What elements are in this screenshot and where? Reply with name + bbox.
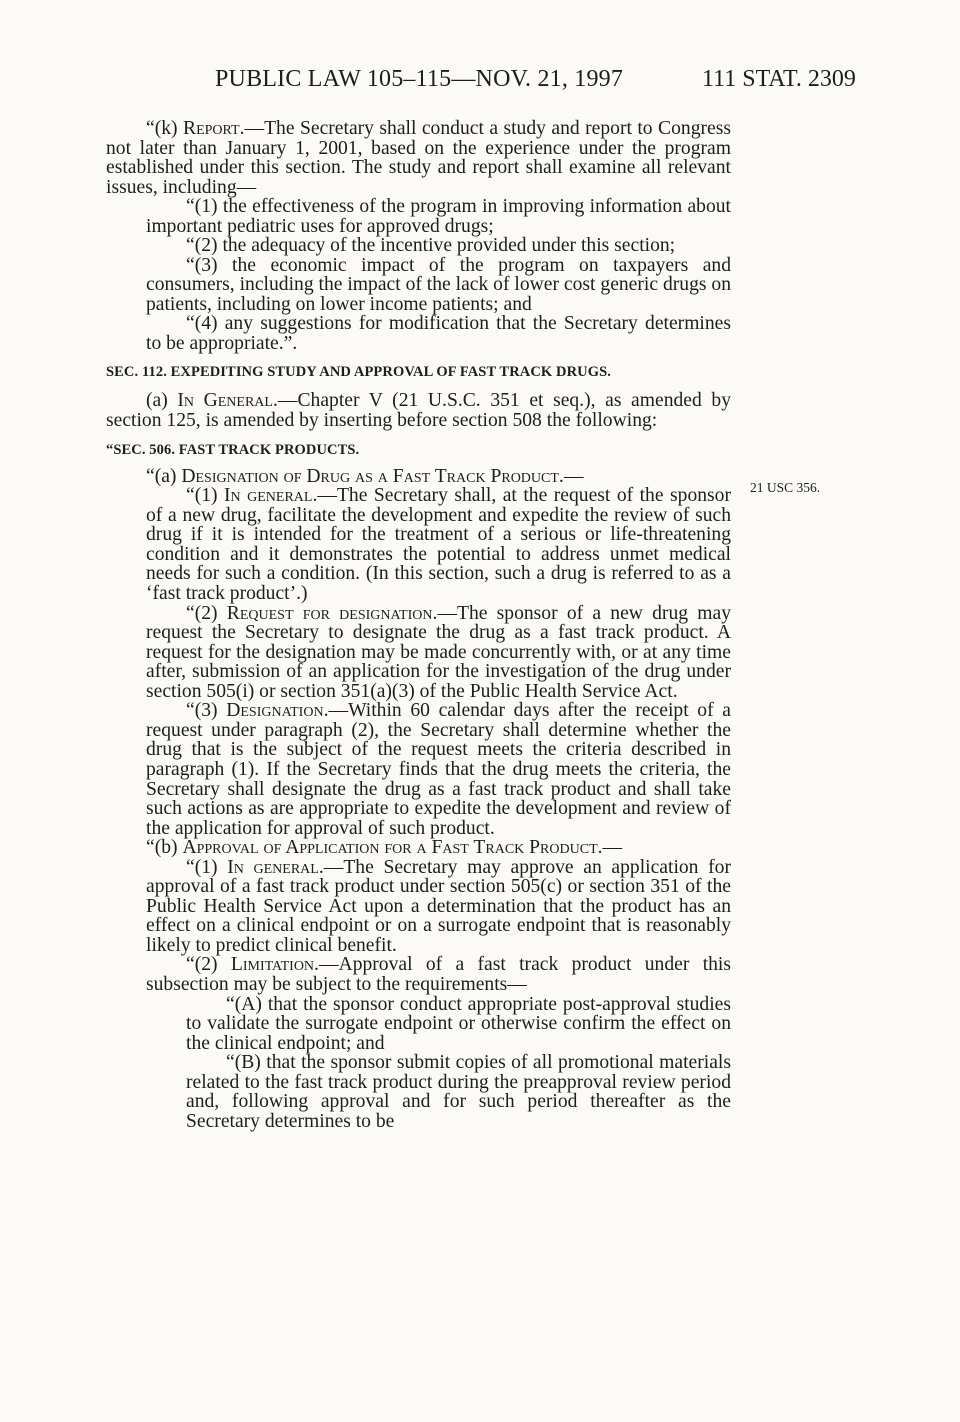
paragraph-506b2A: “(A) that the sponsor conduct appropriate post-approval studies to validate the surrogate endpoint or otherwise confirm the effect on the clinical endpoint; and <box>186 993 731 1054</box>
text: .—The Secretary shall conduct a study and report to Congress not later than January 1, 2001, based on the experience under the program established under this section. The study and report shall examine all relevant issues, including— <box>106 118 731 198</box>
paragraph-506b2 <box>106 955 731 994</box>
label: (a) <box>146 390 178 412</box>
paragraph-k4: “(4) any suggestions for modification that the Secretary determines to be appropriate.”. <box>146 313 731 355</box>
paragraph-506a2 <box>106 604 731 702</box>
heading: Designation <box>226 700 324 722</box>
label: “(k) <box>146 118 183 139</box>
paragraph-506b <box>106 838 731 858</box>
text: .—Chapter V (21 U.S.C. 351 et seq.), as amended by section 125, is amended by inserting before section 508 the following: <box>106 390 731 431</box>
label: “(1) <box>186 485 225 507</box>
label: “(3) <box>186 700 227 722</box>
paragraph-506b2B: “(B) that the sponsor submit copies of all promotional materials related to the fast track product during the preapproval review period and, following approval and for such period thereafter as the Secretary determines to be <box>186 1052 731 1132</box>
statute-page-number: 111 STAT. 2309 <box>702 66 856 92</box>
label: “(2) <box>186 602 227 624</box>
label: “(2) <box>186 954 231 976</box>
running-header-title: PUBLIC LAW 105–115—NOV. 21, 1997 <box>215 66 624 92</box>
body-text <box>106 119 731 1131</box>
text: .—The Secretary may approve an application for approval of a fast track product under section 505(c) or section 351 of the Public Health Service Act upon a determination that the product has an effect on a clinical endpoint or on a surrogate endpoint that is reasonably likely to predict clinical benefit. <box>146 856 731 956</box>
paragraph-k <box>106 119 731 197</box>
paragraph-k1: “(1) the effectiveness of the program in improving information about important pediatric uses for approved drugs; <box>146 196 731 237</box>
marginal-note: 21 USC 356. <box>750 480 821 495</box>
text: .—The sponsor of a new drug may request the Secretary to designate the drug as a fast track product. A request for the designation may be made concurrently with, or at any time after, submission of an application for the investigation of the drug under section 505(i) or section 351(a)(3) of the Public Health Service Act. <box>146 602 731 702</box>
paragraph-112a <box>106 391 731 430</box>
label: “(b) <box>146 837 183 859</box>
text: .— <box>558 465 584 487</box>
paragraph-k2: “(2) the adequacy of the incentive provided under this section; <box>186 235 676 257</box>
heading: Designation of Drug as a Fast Track Product <box>181 465 559 487</box>
text: .—The Secretary shall, at the request of the sponsor of a new drug, facilitate the development and expedite the review of such drug if it is intended for the treatment of a serious or life-threatening condition and it demonstrates the potential to address unmet medical needs for such a condition. (In this section, such a drug is referred to as a ‘fast track product’.) <box>146 485 731 605</box>
text: .— <box>597 837 623 859</box>
paragraph-k3: “(3) the economic impact of the program on taxpayers and consumers, including the impact of the lack of lower cost generic drugs on patients, including on lower income patients; and <box>146 254 731 315</box>
text: .—Within 60 calendar days after the receipt of a request under paragraph (2), the Secretary shall determine whether the drug that is the subject of the request meets the criteria described in paragraph (1). If the Secretary finds that the drug meets the criteria, the Secretary shall designate the drug as a fast track product and shall take such actions as are appropriate to expedite the development and review of the application for approval of such product. <box>146 700 731 839</box>
paragraph-506a1 <box>106 486 731 603</box>
heading: In General <box>177 390 273 412</box>
heading: Report <box>183 118 240 139</box>
section-506-heading: “SEC. 506. FAST TRACK PRODUCTS. <box>106 442 360 459</box>
heading: Request for designation <box>226 602 433 624</box>
label: “(1) <box>186 856 228 878</box>
label: “(a) <box>146 465 182 487</box>
heading: Limitation <box>230 954 315 976</box>
heading: In general <box>224 485 313 507</box>
heading: In general <box>227 856 319 878</box>
paragraph-506b1 <box>106 858 731 956</box>
paragraph-506a3 <box>106 701 731 838</box>
paragraph-506a <box>106 467 731 487</box>
section-112-heading: SEC. 112. EXPEDITING STUDY AND APPROVAL OF FAST TRACK DRUGS. <box>106 363 611 380</box>
text: .—Approval of a fast track product under this subsection may be subject to the requirements— <box>146 954 731 995</box>
heading: Approval of Application for a Fast Track Product <box>182 837 598 859</box>
